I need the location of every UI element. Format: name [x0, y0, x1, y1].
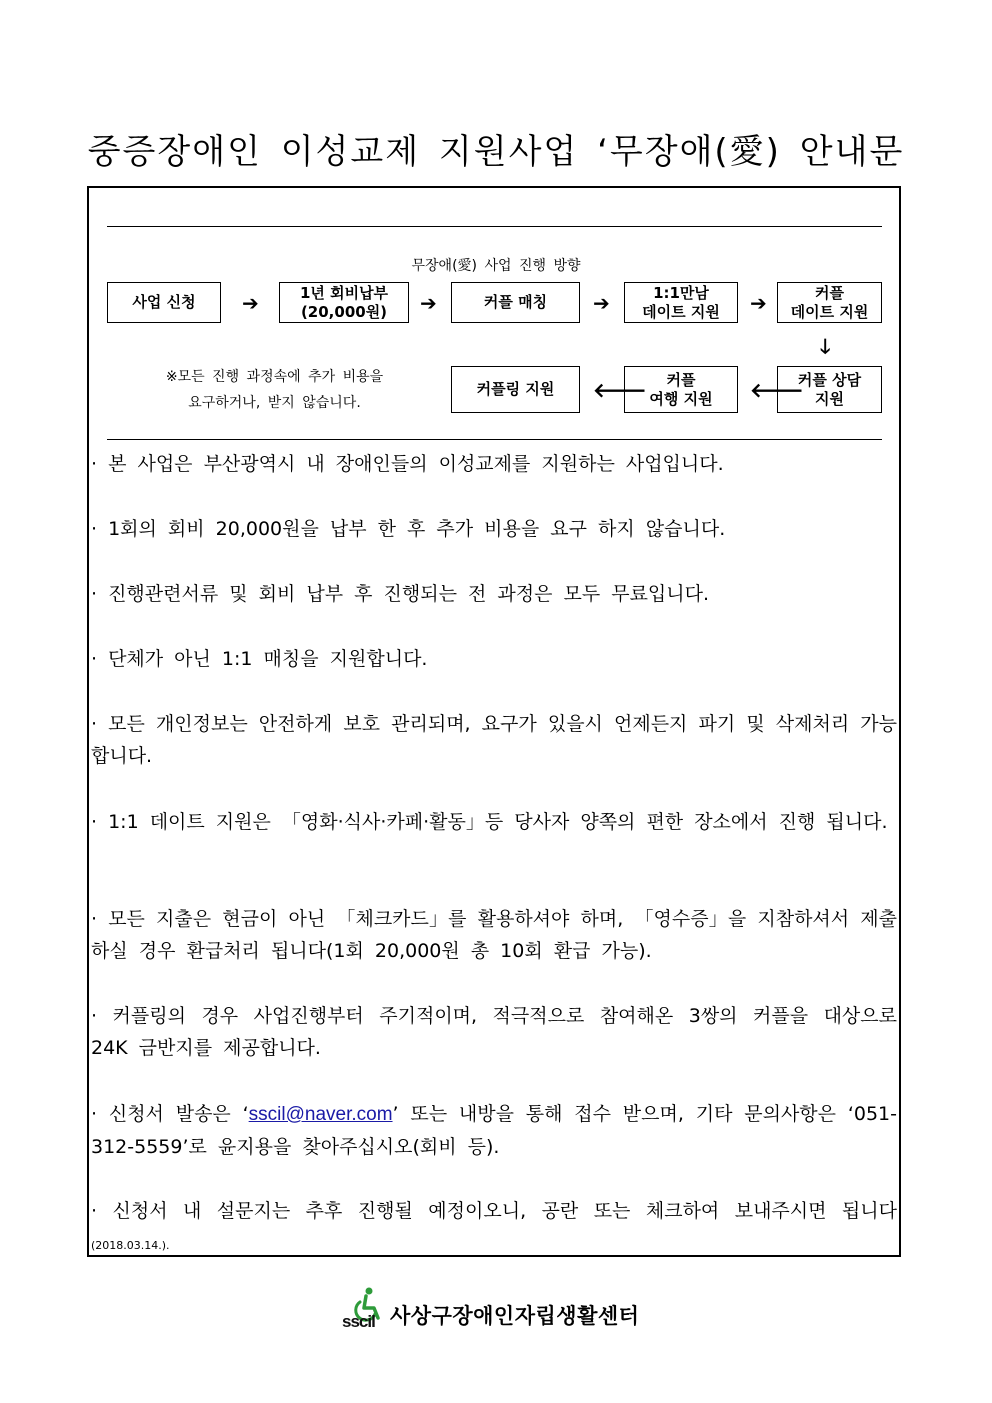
arrow-right-icon: ➔	[420, 291, 437, 315]
arrow-left-icon: 🡐	[750, 378, 804, 402]
flow-step-fee: 1년 회비납부 (20,000원)	[279, 282, 409, 323]
organization-name: 사상구장애인자립생활센터	[390, 1304, 640, 1328]
page-title: 중증장애인 이성교제 지원사업 ‘무장애(愛) 안내문	[87, 132, 905, 172]
arrow-left-icon: 🡐	[593, 378, 647, 402]
paragraph-9-lead: · 신청서 발송은 ‘	[91, 1103, 249, 1125]
email-link[interactable]: sscil@naver.com	[248, 1104, 393, 1125]
flow-step-meeting: 1:1만남 데이트 지원	[624, 282, 738, 323]
sscil-logo	[342, 1286, 388, 1332]
arrow-right-icon: ➔	[750, 291, 767, 315]
flow-step-counseling: 커플 상담 지원	[777, 366, 882, 413]
info-paragraph-3: · 진행관련서류 및 회비 납부 후 진행되는 전 과정은 모두 무료입니다.	[91, 583, 710, 605]
flow-step-apply: 사업 신청	[107, 282, 221, 323]
info-paragraph-10	[91, 1195, 897, 1262]
flow-step-matching: 커플 매칭	[451, 282, 580, 323]
info-paragraph-9	[91, 1098, 897, 1163]
paragraph-10-text: · 신청서 내 설문지는 추후 진행될 예정이오니, 공란 또는 체크하여 보내주시면 됩니다	[91, 1200, 897, 1222]
flow-heading: 무장애(愛) 사업 진행 방향	[411, 258, 581, 274]
arrow-down-icon: 🡓	[820, 334, 831, 358]
info-paragraph-4: · 단체가 아닌 1:1 매칭을 지원합니다.	[91, 648, 428, 670]
flow-step-ring: 커플링 지원	[451, 366, 580, 413]
info-paragraph-7: · 모든 지출은 현금이 아닌 「체크카드」를 활용하셔야 하며, 「영수증」을 지참하셔서 제출하실 경우 환급처리 됩니다(1회 20,000원 총 10회 환급 가능).	[91, 908, 897, 962]
info-paragraph-6: · 1:1 데이트 지원은 「영화·식사·카페·활동」등 당사자 양쪽의 편한 장소에서 진행 됩니다.	[91, 811, 888, 833]
flow-step-date-support: 커플 데이트 지원	[777, 282, 882, 323]
info-paragraph-8: · 커플링의 경우 사업진행부터 주기적이며, 적극적으로 참여해온 3쌍의 커플을 대상으로 24K 금반지를 제공합니다.	[91, 1005, 897, 1059]
arrow-right-icon: ➔	[242, 291, 259, 315]
info-paragraph-5: · 모든 개인정보는 안전하게 보호 관리되며, 요구가 있을시 언제든지 파기 및 삭제처리 가능합니다.	[91, 713, 897, 767]
info-paragraph-1: · 본 사업은 부산광역시 내 장애인들의 이성교제를 지원하는 사업입니다.	[91, 453, 724, 475]
document-date: (2018.03.14.).	[91, 1239, 170, 1252]
footer-branding	[342, 1286, 639, 1332]
paragraph-9-rest: ’ 또는 내방을 통해 접수 받으며, 기타 문의사항은 ‘051-312-5559’로 윤지용을 찾아주십시오(회비 등).	[91, 1103, 897, 1158]
top-divider	[107, 226, 882, 227]
logo-text: sscil	[342, 1312, 375, 1331]
info-paragraph-2: · 1회의 회비 20,000원을 납부 한 후 추가 비용을 요구 하지 않습니다.	[91, 518, 726, 540]
flow-step-travel: 커플 여행 지원	[624, 366, 738, 413]
cost-note: ※모든 진행 과정속에 추가 비용을 요구하거나, 받지 않습니다.	[165, 369, 384, 411]
bottom-divider	[107, 439, 882, 440]
arrow-right-icon: ➔	[593, 291, 610, 315]
